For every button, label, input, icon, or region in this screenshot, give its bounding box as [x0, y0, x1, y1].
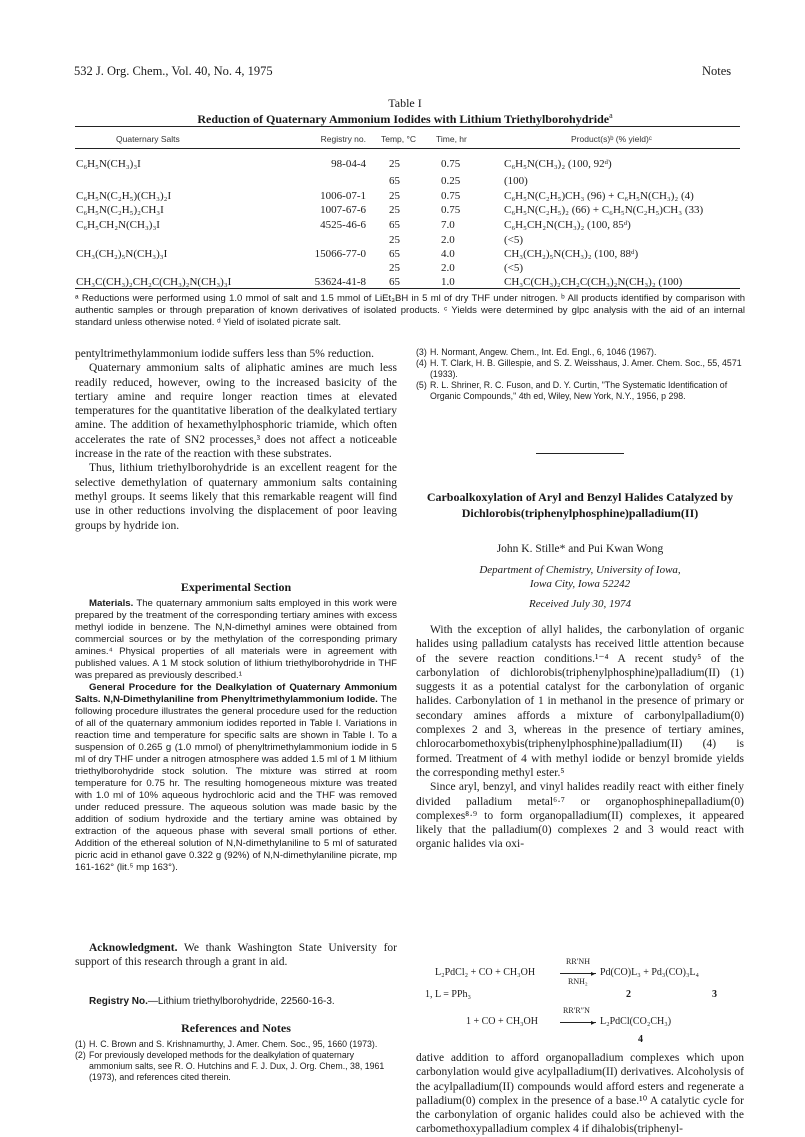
references-left	[75, 1039, 397, 1083]
received-date: Received July 30, 1974	[528, 598, 631, 610]
compound-number: 2	[626, 989, 631, 1000]
reference-number: (1)	[75, 1039, 86, 1049]
article-title: Carboalkoxylation of Aryl and Benzyl Halides Catalyzed by Dichlorobis(triphenylphosphine)palladium(II)	[426, 490, 734, 520]
product-cell: C₆H₅N(CH₃)₂ (100, 92ᵈ)	[504, 158, 612, 170]
salt-cell: C₆H₅N(CH₃)₃I	[76, 158, 141, 170]
time-cell: 4.0	[441, 248, 455, 260]
reference-number: (3)	[416, 347, 427, 357]
salt-cell: CH₃C(CH₃)₂CH₂C(CH₃)₂N(CH₃)₃I	[76, 276, 232, 288]
temp-cell: 25	[389, 158, 400, 170]
col-header-registry: Registry no.	[320, 134, 366, 144]
table-title-footnote-mark: a	[609, 111, 613, 120]
paragraph	[75, 996, 397, 1008]
registry-cell: 4525-46-6	[320, 219, 366, 231]
product-cell: CH₃(CH₂)₅N(CH₃)₂ (100, 88ᵈ)	[504, 248, 639, 260]
registry-cell: 1007-67-6	[320, 204, 366, 216]
experimental-heading: Experimental Section	[180, 580, 292, 594]
product-cell: (<5)	[504, 262, 524, 274]
acknowledgment	[75, 941, 397, 970]
reference-text: H. Normant, Angew. Chem., Int. Ed. Engl., 6, 1046 (1967).	[430, 347, 657, 357]
temp-cell: 65	[389, 248, 400, 260]
ack-lead: Acknowledgment.	[89, 942, 178, 954]
temp-cell: 65	[389, 175, 400, 187]
ack-text: We thank Washington State University for support of this research through a grant in aid.	[75, 942, 397, 969]
temp-cell: 25	[389, 190, 400, 202]
table-top-rule	[75, 126, 740, 127]
equation-1-label: 1, L = PPh₃	[425, 989, 471, 1000]
reference-number: (4)	[416, 358, 427, 368]
table-header-rule	[75, 148, 740, 149]
experimental-section	[75, 598, 397, 874]
equation-2-right: L₂PdCl(CO₂CH₃)	[600, 1016, 672, 1027]
reference-text: H. T. Clark, H. B. Gillespie, and S. Z. Weisshaus, J. Amer. Chem. Soc., 55, 4571 (1933).	[430, 358, 742, 379]
col-header-time: Time, hr	[436, 134, 467, 144]
reference-text: H. C. Brown and S. Krishnamurthy, J. Amer. Chem. Soc., 95, 1660 (1973).	[89, 1039, 378, 1049]
col-header-temp: Temp, °C	[381, 134, 417, 144]
paragraph-lead: Materials.	[89, 598, 134, 609]
reference	[75, 1039, 397, 1050]
equation-1-condition-above: RR′NH	[566, 957, 590, 966]
product-cell: C₆H₅N(C₂H₅)₂ (66) + C₆H₅N(C₂H₅)CH₃ (33)	[504, 204, 704, 216]
salt-cell: CH₃(CH₂)₅N(CH₃)₃I	[76, 248, 168, 260]
paragraph-text: The following procedure illustrates the general procedure used for the reduction of all of the quaternary ammonium iodides reported in Table I. Variations in reaction time and temperature for specific salts are shown in Table I. To a suspension of 0.265 g (1.0 mmol) of phenyltrimethylammonium iodide in 5 ml of dry THF under a nitrogen atmosphere was added 1.5 ml of 1 M lithium triethylborohydride stock solution. The mixture was stirred at room temperature for 0.75 hr. The resulting homogeneous mixture was treated with 1.0 ml of 10% aqueous hydrochloric acid and the THF was removed under reduced pressure. The aqueous solution was made basic by the addition of sodium hydroxide and the tertiary amine was obtained by extraction of the aqueous phase with several small portions of ether. Addition of the ethereal solution of N,N-dimethylaniline to 5 ml of saturated picric acid in ethanol gave 0.322 g (92%) of N,N-dimethylaniline picrate, mp 161-162° (lit.⁵ mp 163°).	[75, 694, 397, 873]
reference	[416, 358, 744, 380]
paragraph	[75, 941, 397, 970]
salt-cell: C₆H₅N(C₂H₅)(CH₃)₂I	[76, 190, 172, 202]
paragraph: Thus, lithium triethylborohydride is an excellent reagent for the selective demethylation of quaternary ammonium salts containing methyl groups. It seems likely that this remarkable reagent will find use in other reductions involving the displacement of poor leaving groups by hydride ion.	[75, 462, 397, 532]
salt-cell: C₆H₅CH₂N(CH₃)₃I	[76, 219, 160, 231]
product-cell: (<5)	[504, 234, 524, 246]
registry-cell: 98-04-4	[331, 158, 366, 170]
article-authors: John K. Stille* and Pui Kwan Wong	[496, 543, 664, 555]
col-header-products: Product(s)ᵇ (% yield)ᶜ	[571, 134, 652, 144]
equation-1-right: Pd(CO)L₃ + Pd₃(CO)₃L₄	[600, 967, 700, 978]
paragraph	[75, 598, 397, 682]
registry-cell: 53624-41-8	[314, 276, 366, 288]
equation-2-condition-above: RR′R″N	[563, 1006, 590, 1015]
table-bottom-rule	[75, 288, 740, 289]
section-label: Notes	[702, 64, 732, 78]
equation-2-left: 1 + CO + CH₃OH	[466, 1016, 538, 1027]
paragraph: dative addition to afford organopalladium complexes which upon carbonylation would give acylpalladium(II) derivatives. Alcoholysis of the acylpalladium(II) compounds would afford esters and regenerate a palladium(0) complex in the presence of a base.¹⁰ A catalytic cycle for the carbonylation of organic halides could also be achieved with the carbomethoxypalladium complex 4 if dihalobis(triphenyl-	[416, 1052, 744, 1136]
table-number: Table I	[388, 96, 422, 110]
table-title	[60, 111, 750, 127]
reference-text: For previously developed methods for the dealkylation of quaternary ammonium salts, see R. O. Hutchins and F. J. Dux, J. Org. Chem., 38, 1961 (1973), and references cited therein.	[89, 1050, 385, 1082]
affiliation-line: Department of Chemistry, University of Iowa,	[479, 564, 681, 576]
table-footnote: ᵃ Reductions were performed using 1.0 mmol of salt and 1.5 mmol of LiEt₃BH in 5 ml of dry THF under nitrogen. ᵇ All products identified by comparison with authentic samples or through preparation of known derivatives of isolated products. ᶜ Yields were determined by glpc analysis with the aid of an internal standard unless otherwise noted. ᵈ Yield of isolated picrate salt.	[75, 293, 745, 328]
left-column	[75, 347, 397, 533]
time-cell: 0.75	[441, 190, 461, 202]
salt-cell: C₆H₅N(C₂H₅)₂CH₃I	[76, 204, 164, 216]
paragraph: Quaternary ammonium salts of aliphatic amines are much less readily reduced, however, owing to the increased basicity of the tertiary amine and require longer reaction times at elevated temperatures for the quantitative liberation of the dealkylated tertiary amine. The addition of hexamethylphosphoric triamide, which often accelerates the rate of SN2 processes,³ does not affect a noticeable increase in the rate of the reaction with these substrates.	[75, 362, 397, 461]
col-header-salts: Quaternary Salts	[116, 134, 180, 144]
references-right	[416, 347, 744, 402]
registry-lead: Registry No.	[89, 996, 148, 1007]
arrow-head-icon: ▸	[591, 1018, 596, 1027]
compound-number: 4	[638, 1034, 643, 1045]
temp-cell: 25	[389, 234, 400, 246]
registry-text: —Lithium triethylborohydride, 22560-16-3.	[147, 996, 335, 1007]
temp-cell: 65	[389, 276, 400, 288]
paragraph	[75, 682, 397, 874]
product-cell: CH₃C(CH₃)₂CH₂C(CH₃)₂N(CH₃)₂ (100)	[504, 276, 683, 288]
reference	[416, 347, 744, 358]
reference-number: (5)	[416, 380, 427, 390]
section-divider	[536, 453, 624, 454]
equation-1-left: L₂PdCl₂ + CO + CH₃OH	[435, 967, 536, 978]
time-cell: 7.0	[441, 219, 455, 231]
references-heading: References and Notes	[181, 1021, 291, 1035]
temp-cell: 25	[389, 262, 400, 274]
temp-cell: 65	[389, 219, 400, 231]
reference-text: R. L. Shriner, R. C. Fuson, and D. Y. Curtin, "The Systematic Identification of Organic Compounds," 4th ed, Wiley, New York, N.Y., 1956, p 298.	[430, 380, 728, 401]
running-header: 532 J. Org. Chem., Vol. 40, No. 4, 1975	[74, 64, 273, 78]
reference	[416, 380, 744, 402]
affiliation-line: Iowa City, Iowa 52242	[529, 578, 631, 590]
article-body	[416, 623, 744, 852]
temp-cell: 25	[389, 204, 400, 216]
reference	[75, 1050, 397, 1083]
time-cell: 0.75	[441, 204, 461, 216]
time-cell: 0.75	[441, 158, 461, 170]
reference-number: (2)	[75, 1050, 86, 1060]
article-body-continued	[416, 1051, 744, 1137]
product-cell: C₆H₅N(C₂H₅)CH₃ (96) + C₆H₅N(CH₃)₂ (4)	[504, 190, 694, 202]
paragraph-text: The quaternary ammonium salts employed in this work were prepared by the treatment of the corresponding tertiary amines with excess methyl iodide in benzene. The N,N-dimethyl amines were obtained from commercial sources or by the methylation of the corresponding primary amines.⁴ Physical properties of all materials were in agreement with published values. A 1 M stock solution of lithium triethylborohydride in THF was prepared as previously described.¹	[75, 598, 397, 681]
time-cell: 2.0	[441, 262, 455, 274]
equation-1-condition-below: RNH₂	[568, 977, 588, 986]
time-cell: 0.25	[441, 175, 461, 187]
arrow-head-icon: ▸	[591, 969, 596, 978]
paragraph-lead: General Procedure for the Dealkylation of Quaternary Ammonium Salts. N,N-Dimethylaniline from Phenyltrimethylammonium Iodide.	[75, 682, 397, 705]
product-cell: C₆H₅CH₂N(CH₃)₂ (100, 85ᵈ)	[504, 219, 631, 231]
product-cell: (100)	[504, 175, 528, 187]
paragraph: With the exception of allyl halides, the carbonylation of organic halides using palladium catalysts has received little attention because of the severe reaction conditions.¹⁻⁴ A recent study⁵ of the carbonylation of dichlorobis(triphenylphosphine)palladium(II) (1) suggests it as a potential catalyst for the carbonylation of organic halides. Carbonylation of 1 in methanol in the presence of primary or secondary amines affords a mixture of carbonylpalladium(0) complexes 2 and 3, whereas in the presence of tertiary amines, chlorocarbomethoxybis(triphenylphosphine)palladium(II) (4) is formed. Treatment of 4 with methyl iodide or benzyl bromide yields the corresponding methyl ester.⁵	[416, 624, 744, 779]
registry-numbers	[75, 996, 397, 1008]
registry-cell: 1006-07-1	[320, 190, 366, 202]
time-cell: 1.0	[441, 276, 455, 288]
paragraph: pentyltrimethylammonium iodide suffers less than 5% reduction.	[75, 348, 375, 360]
time-cell: 2.0	[441, 234, 455, 246]
registry-cell: 15066-77-0	[314, 248, 366, 260]
compound-number: 3	[712, 989, 717, 1000]
table-title-text: Reduction of Quaternary Ammonium Iodides with Lithium Triethylborohydride	[197, 112, 610, 126]
paragraph: Since aryl, benzyl, and vinyl halides readily react with either finely divided palladium metal⁶·⁷ or organophosphinepalladium(0) complexes⁸·⁹ to form organopalladium(II) complexes, it appeared likely that the palladium(0) complexes 2 and 3 would react with organic halides via oxi-	[416, 781, 744, 851]
